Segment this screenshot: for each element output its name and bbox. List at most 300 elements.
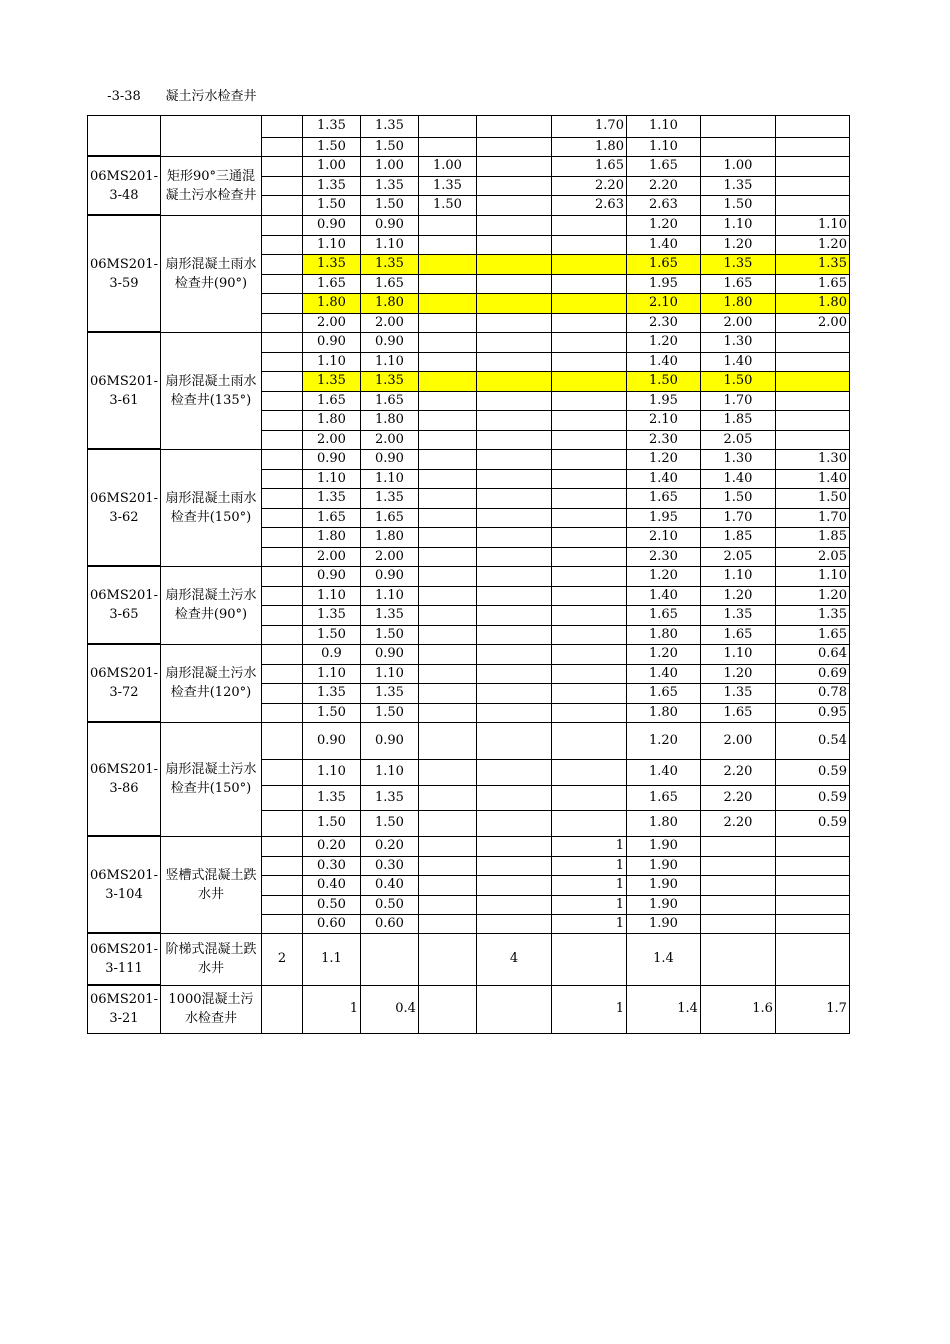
value-cell-g: 2.10 xyxy=(626,410,700,430)
value-cell-b: 1.35 xyxy=(302,488,360,508)
value-cell-c: 1.65 xyxy=(360,274,418,293)
value-cell-g: 1.65 xyxy=(626,683,700,703)
value-cell-d xyxy=(418,759,476,785)
value-cell-d: 1.50 xyxy=(418,195,476,215)
value-cell-c: 1.35 xyxy=(360,785,418,810)
value-cell-g: 1.90 xyxy=(626,836,700,856)
value-cell-d xyxy=(418,527,476,547)
value-cell-a xyxy=(261,605,302,625)
value-cell-h: 1.30 xyxy=(700,449,775,469)
value-cell-c xyxy=(360,933,418,985)
value-cell-d xyxy=(418,810,476,836)
value-cell-b: 2.00 xyxy=(302,430,360,449)
value-cell-e xyxy=(476,836,551,856)
value-cell-i xyxy=(775,430,849,449)
value-cell-d xyxy=(418,566,476,586)
value-cell-g: 1.65 xyxy=(626,488,700,508)
value-cell-h: 1.00 xyxy=(700,156,775,176)
value-cell-h: 1.35 xyxy=(700,683,775,703)
value-cell-h: 2.20 xyxy=(700,810,775,836)
table-row xyxy=(88,332,850,352)
value-cell-h: 1.6 xyxy=(700,985,775,1033)
value-cell-c: 1.35 xyxy=(360,683,418,703)
value-cell-h: 1.80 xyxy=(700,293,775,313)
value-cell-c: 1.35 xyxy=(360,371,418,391)
value-cell-c: 0.30 xyxy=(360,856,418,875)
value-cell-b: 0.40 xyxy=(302,875,360,895)
value-cell-b: 1.10 xyxy=(302,664,360,683)
value-cell-g: 2.63 xyxy=(626,195,700,215)
value-cell-f xyxy=(551,586,626,605)
value-cell-b: 0.90 xyxy=(302,332,360,352)
value-cell-f xyxy=(551,810,626,836)
value-cell-d xyxy=(418,274,476,293)
value-cell-a xyxy=(261,449,302,469)
value-cell-f: 2.20 xyxy=(551,176,626,195)
value-cell-c: 1.35 xyxy=(360,605,418,625)
value-cell-h: 1.20 xyxy=(700,235,775,254)
value-cell-a xyxy=(261,785,302,810)
value-cell-e xyxy=(476,875,551,895)
value-cell-f xyxy=(551,703,626,722)
value-cell-g: 1.10 xyxy=(626,137,700,156)
well-name xyxy=(160,115,261,156)
well-code: 06MS201-3-104 xyxy=(88,836,161,933)
value-cell-g: 1.50 xyxy=(626,371,700,391)
value-cell-b: 1.35 xyxy=(302,605,360,625)
value-cell-d xyxy=(418,547,476,566)
value-cell-f xyxy=(551,254,626,274)
value-cell-f xyxy=(551,371,626,391)
value-cell-h: 1.40 xyxy=(700,469,775,488)
value-cell-b: 0.90 xyxy=(302,449,360,469)
value-cell-c: 0.90 xyxy=(360,215,418,235)
value-cell-c: 0.50 xyxy=(360,895,418,914)
value-cell-i: 0.64 xyxy=(775,644,849,664)
value-cell-g: 1.40 xyxy=(626,352,700,371)
value-cell-h xyxy=(700,895,775,914)
value-cell-i: 0.95 xyxy=(775,703,849,722)
value-cell-f xyxy=(551,215,626,235)
value-cell-e xyxy=(476,176,551,195)
value-cell-g: 1.20 xyxy=(626,722,700,759)
value-cell-d xyxy=(418,914,476,933)
spacer-cell xyxy=(261,78,849,115)
value-cell-f xyxy=(551,313,626,332)
value-cell-g: 1.80 xyxy=(626,703,700,722)
value-cell-b: 1.10 xyxy=(302,352,360,371)
value-cell-i: 0.78 xyxy=(775,683,849,703)
value-cell-b: 2.00 xyxy=(302,547,360,566)
value-cell-g: 1.80 xyxy=(626,625,700,644)
value-cell-i: 1.10 xyxy=(775,566,849,586)
value-cell-g: 1.95 xyxy=(626,508,700,527)
value-cell-a xyxy=(261,722,302,759)
value-cell-b: 1.35 xyxy=(302,371,360,391)
well-code: 06MS201-3-48 xyxy=(88,156,161,215)
value-cell-f xyxy=(551,430,626,449)
value-cell-a xyxy=(261,371,302,391)
value-cell-b: 0.20 xyxy=(302,836,360,856)
value-cell-d xyxy=(418,352,476,371)
value-cell-d xyxy=(418,605,476,625)
value-cell-c: 1.35 xyxy=(360,254,418,274)
value-cell-i: 1.30 xyxy=(775,449,849,469)
value-cell-b: 1.50 xyxy=(302,137,360,156)
value-cell-f: 1 xyxy=(551,985,626,1033)
value-cell-f xyxy=(551,547,626,566)
value-cell-g: 2.10 xyxy=(626,293,700,313)
value-cell-e xyxy=(476,352,551,371)
value-cell-d xyxy=(418,586,476,605)
value-cell-c: 0.4 xyxy=(360,985,418,1033)
value-cell-i xyxy=(775,195,849,215)
value-cell-c: 2.00 xyxy=(360,430,418,449)
value-cell-g: 1.90 xyxy=(626,895,700,914)
value-cell-i: 1.20 xyxy=(775,235,849,254)
well-name: 扇形混凝土污水检查井(120°) xyxy=(160,644,261,722)
value-cell-b: 1.35 xyxy=(302,176,360,195)
value-cell-f xyxy=(551,566,626,586)
value-cell-b: 1.80 xyxy=(302,527,360,547)
value-cell-f xyxy=(551,332,626,352)
value-cell-h: 1.70 xyxy=(700,391,775,410)
value-cell-e xyxy=(476,625,551,644)
value-cell-f: 1.70 xyxy=(551,115,626,137)
value-cell-b: 1.10 xyxy=(302,469,360,488)
value-cell-h: 1.85 xyxy=(700,527,775,547)
value-cell-a xyxy=(261,352,302,371)
value-cell-a xyxy=(261,195,302,215)
value-cell-d xyxy=(418,875,476,895)
table-row xyxy=(88,78,850,115)
value-cell-b: 1 xyxy=(302,985,360,1033)
value-cell-b: 1.35 xyxy=(302,785,360,810)
value-cell-i: 2.05 xyxy=(775,547,849,566)
well-name: 扇形混凝土污水检查井(150°) xyxy=(160,722,261,836)
well-code: 06MS201-3-61 xyxy=(88,332,161,449)
value-cell-c: 1.00 xyxy=(360,156,418,176)
value-cell-a xyxy=(261,703,302,722)
value-cell-i: 2.00 xyxy=(775,313,849,332)
value-cell-h: 1.65 xyxy=(700,625,775,644)
value-cell-h xyxy=(700,115,775,137)
table-row xyxy=(88,156,850,176)
value-cell-c: 0.90 xyxy=(360,566,418,586)
value-cell-c: 1.35 xyxy=(360,176,418,195)
value-cell-e xyxy=(476,683,551,703)
value-cell-a xyxy=(261,547,302,566)
value-cell-i xyxy=(775,176,849,195)
value-cell-a xyxy=(261,176,302,195)
well-name: 凝土污水检查井 xyxy=(165,88,257,104)
value-cell-b: 1.00 xyxy=(302,156,360,176)
value-cell-c: 2.00 xyxy=(360,313,418,332)
value-cell-d xyxy=(418,895,476,914)
value-cell-g: 1.65 xyxy=(626,156,700,176)
value-cell-h xyxy=(700,933,775,985)
value-cell-e xyxy=(476,547,551,566)
value-cell-g: 1.40 xyxy=(626,759,700,785)
well-code: 06MS201-3-21 xyxy=(88,985,161,1033)
value-cell-i xyxy=(775,875,849,895)
table-row xyxy=(88,449,850,469)
value-cell-d xyxy=(418,332,476,352)
value-cell-h: 1.40 xyxy=(700,352,775,371)
value-cell-b: 1.50 xyxy=(302,703,360,722)
value-cell-g: 1.20 xyxy=(626,332,700,352)
value-cell-d xyxy=(418,293,476,313)
value-cell-e xyxy=(476,391,551,410)
value-cell-c: 0.40 xyxy=(360,875,418,895)
value-cell-i: 1.20 xyxy=(775,586,849,605)
value-cell-a xyxy=(261,313,302,332)
value-cell-e xyxy=(476,856,551,875)
well-name: 矩形90°三通混凝土污水检查井 xyxy=(160,156,261,215)
value-cell-h: 1.10 xyxy=(700,644,775,664)
value-cell-g: 1.20 xyxy=(626,449,700,469)
value-cell-g: 1.20 xyxy=(626,566,700,586)
value-cell-a xyxy=(261,527,302,547)
value-cell-c: 1.10 xyxy=(360,469,418,488)
value-cell-e xyxy=(476,488,551,508)
well-spec-table xyxy=(87,78,850,1034)
value-cell-f xyxy=(551,625,626,644)
value-cell-f xyxy=(551,785,626,810)
value-cell-d xyxy=(418,933,476,985)
value-cell-i: 1.10 xyxy=(775,215,849,235)
value-cell-c: 1.50 xyxy=(360,137,418,156)
value-cell-f xyxy=(551,391,626,410)
value-cell-i xyxy=(775,156,849,176)
value-cell-b: 0.90 xyxy=(302,215,360,235)
well-code xyxy=(88,115,161,156)
value-cell-b: 0.90 xyxy=(302,722,360,759)
value-cell-h: 1.35 xyxy=(700,176,775,195)
value-cell-e xyxy=(476,703,551,722)
value-cell-a xyxy=(261,566,302,586)
value-cell-h: 1.10 xyxy=(700,566,775,586)
value-cell-b: 1.35 xyxy=(302,254,360,274)
value-cell-i: 0.69 xyxy=(775,664,849,683)
value-cell-f xyxy=(551,469,626,488)
value-cell-f: 1 xyxy=(551,875,626,895)
value-cell-e xyxy=(476,810,551,836)
value-cell-h: 1.10 xyxy=(700,215,775,235)
value-cell-e xyxy=(476,527,551,547)
value-cell-f xyxy=(551,293,626,313)
value-cell-c: 0.90 xyxy=(360,722,418,759)
value-cell-i: 0.54 xyxy=(775,722,849,759)
value-cell-f xyxy=(551,759,626,785)
value-cell-g: 1.20 xyxy=(626,644,700,664)
value-cell-c: 1.80 xyxy=(360,410,418,430)
well-code: 06MS201-3-86 xyxy=(88,722,161,836)
well-name: 1000混凝土污水检查井 xyxy=(160,985,261,1033)
value-cell-h: 2.00 xyxy=(700,313,775,332)
value-cell-a xyxy=(261,895,302,914)
well-code: 06MS201-3-111 xyxy=(88,933,161,985)
value-cell-a xyxy=(261,156,302,176)
table-row xyxy=(88,985,850,1033)
value-cell-a xyxy=(261,625,302,644)
value-cell-a xyxy=(261,254,302,274)
value-cell-g: 1.65 xyxy=(626,785,700,810)
table-row xyxy=(88,215,850,235)
value-cell-h: 1.35 xyxy=(700,254,775,274)
value-cell-i xyxy=(775,914,849,933)
value-cell-d xyxy=(418,664,476,683)
value-cell-h: 1.20 xyxy=(700,586,775,605)
value-cell-c: 1.10 xyxy=(360,235,418,254)
value-cell-h xyxy=(700,875,775,895)
value-cell-h: 2.05 xyxy=(700,430,775,449)
value-cell-f xyxy=(551,235,626,254)
well-code: -3-38 xyxy=(107,88,141,104)
well-code: 06MS201-3-65 xyxy=(88,566,161,644)
value-cell-d: 1.35 xyxy=(418,176,476,195)
value-cell-e xyxy=(476,215,551,235)
value-cell-d xyxy=(418,488,476,508)
value-cell-d xyxy=(418,371,476,391)
value-cell-i xyxy=(775,410,849,430)
value-cell-i xyxy=(775,332,849,352)
well-name: 竖槽式混凝土跌水井 xyxy=(160,836,261,933)
value-cell-e xyxy=(476,985,551,1033)
value-cell-e xyxy=(476,759,551,785)
value-cell-d xyxy=(418,785,476,810)
value-cell-h: 1.65 xyxy=(700,703,775,722)
value-cell-i: 1.65 xyxy=(775,274,849,293)
value-cell-i xyxy=(775,352,849,371)
value-cell-i xyxy=(775,933,849,985)
value-cell-a xyxy=(261,586,302,605)
value-cell-c: 1.10 xyxy=(360,759,418,785)
value-cell-b: 1.65 xyxy=(302,391,360,410)
value-cell-a xyxy=(261,856,302,875)
value-cell-a xyxy=(261,391,302,410)
value-cell-b: 1.80 xyxy=(302,410,360,430)
value-cell-d xyxy=(418,683,476,703)
value-cell-g: 1.4 xyxy=(626,933,700,985)
value-cell-d xyxy=(418,722,476,759)
value-cell-i xyxy=(775,115,849,137)
value-cell-e xyxy=(476,371,551,391)
value-cell-a: 2 xyxy=(261,933,302,985)
value-cell-f: 1.65 xyxy=(551,156,626,176)
value-cell-b: 0.60 xyxy=(302,914,360,933)
value-cell-e xyxy=(476,914,551,933)
value-cell-e xyxy=(476,274,551,293)
value-cell-e xyxy=(476,469,551,488)
value-cell-i: 1.85 xyxy=(775,527,849,547)
value-cell-i: 1.35 xyxy=(775,605,849,625)
value-cell-e xyxy=(476,332,551,352)
value-cell-a xyxy=(261,644,302,664)
value-cell-e xyxy=(476,313,551,332)
value-cell-e xyxy=(476,664,551,683)
value-cell-i xyxy=(775,856,849,875)
value-cell-d xyxy=(418,625,476,644)
value-cell-b: 1.10 xyxy=(302,235,360,254)
value-cell-g: 2.30 xyxy=(626,547,700,566)
value-cell-c: 1.10 xyxy=(360,586,418,605)
value-cell-a xyxy=(261,759,302,785)
value-cell-i: 1.50 xyxy=(775,488,849,508)
value-cell-i: 1.35 xyxy=(775,254,849,274)
value-cell-g: 1.40 xyxy=(626,586,700,605)
table-body xyxy=(88,78,850,1033)
table-row xyxy=(88,836,850,856)
value-cell-a xyxy=(261,488,302,508)
value-cell-b: 1.65 xyxy=(302,274,360,293)
value-cell-h: 1.50 xyxy=(700,195,775,215)
value-cell-d xyxy=(418,410,476,430)
value-cell-c: 1.50 xyxy=(360,195,418,215)
table-row xyxy=(88,566,850,586)
value-cell-f: 1 xyxy=(551,895,626,914)
value-cell-e xyxy=(476,410,551,430)
value-cell-g: 2.10 xyxy=(626,527,700,547)
value-cell-h: 1.50 xyxy=(700,488,775,508)
value-cell-d xyxy=(418,137,476,156)
value-cell-c: 1.50 xyxy=(360,810,418,836)
well-code: 06MS201-3-59 xyxy=(88,215,161,332)
value-cell-i xyxy=(775,836,849,856)
value-cell-f xyxy=(551,410,626,430)
value-cell-c: 0.90 xyxy=(360,644,418,664)
value-cell-f xyxy=(551,449,626,469)
value-cell-d xyxy=(418,856,476,875)
table-row xyxy=(88,722,850,759)
value-cell-g: 1.4 xyxy=(626,985,700,1033)
value-cell-f: 2.63 xyxy=(551,195,626,215)
well-name: 扇形混凝土雨水检查井(135°) xyxy=(160,332,261,449)
value-cell-g: 2.30 xyxy=(626,430,700,449)
value-cell-g: 1.95 xyxy=(626,391,700,410)
well-code: 06MS201-3-72 xyxy=(88,644,161,722)
value-cell-d xyxy=(418,430,476,449)
value-cell-f xyxy=(551,644,626,664)
value-cell-f: 1.80 xyxy=(551,137,626,156)
value-cell-c: 1.50 xyxy=(360,625,418,644)
value-cell-c: 1.10 xyxy=(360,352,418,371)
value-cell-a xyxy=(261,836,302,856)
value-cell-a xyxy=(261,332,302,352)
value-cell-e xyxy=(476,586,551,605)
value-cell-a xyxy=(261,508,302,527)
value-cell-g: 1.90 xyxy=(626,914,700,933)
value-cell-i: 1.65 xyxy=(775,625,849,644)
value-cell-i xyxy=(775,137,849,156)
value-cell-b: 1.35 xyxy=(302,683,360,703)
value-cell-i xyxy=(775,371,849,391)
value-cell-i xyxy=(775,391,849,410)
value-cell-b: 2.00 xyxy=(302,313,360,332)
value-cell-e xyxy=(476,293,551,313)
well-name: 阶梯式混凝土跌水井 xyxy=(160,933,261,985)
well-name: 扇形混凝土污水检查井(90°) xyxy=(160,566,261,644)
value-cell-i xyxy=(775,895,849,914)
value-cell-e xyxy=(476,430,551,449)
value-cell-a xyxy=(261,115,302,137)
value-cell-i: 1.80 xyxy=(775,293,849,313)
well-code: 06MS201-3-62 xyxy=(88,449,161,566)
value-cell-a xyxy=(261,914,302,933)
table-row xyxy=(88,933,850,985)
value-cell-i: 0.59 xyxy=(775,810,849,836)
value-cell-e xyxy=(476,785,551,810)
